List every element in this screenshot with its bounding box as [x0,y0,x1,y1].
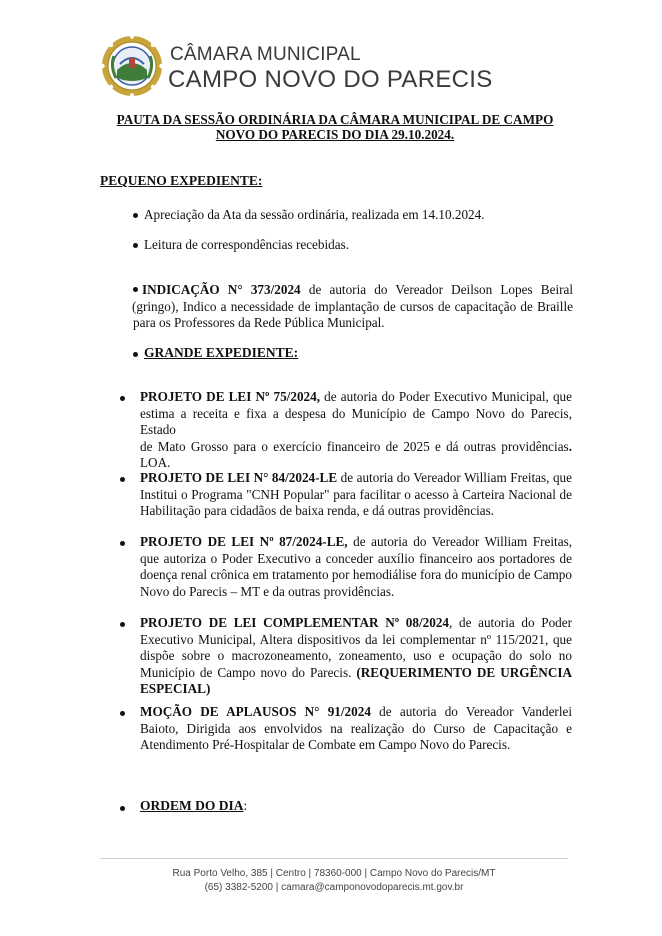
projeto-lei-complementar-08-line-3: dispõe sobre o macrozoneamento, zoneamento, uso e ocupação do solo no [140,648,572,663]
bullet-icon [120,396,125,401]
indicacao-number: INDICAÇÃO N° 373/2024 [142,282,301,297]
projeto-lei-84-line-3: Habilitação para cidadãos de baixa renda, e dá outras providências. [140,503,495,518]
urgency-request-label-end: ESPECIAL) [140,681,211,696]
indicacao-line-2: (gringo), Indico a necessidade de implantação de cursos de capacitação de Braille [132,298,573,314]
projeto-lei-87-line-3: doença renal crônica em tratamento por hemodiálise fora do município de Campo [140,567,572,582]
urgency-request-label: (REQUERIMENTO DE URGÊNCIA [356,664,573,680]
section-heading-grande-expediente: GRANDE EXPEDIENTE: [144,345,299,360]
section-ordem-do-dia [140,798,247,814]
mocao-aplausos-91 [140,704,572,754]
projeto-lei-75-line-2: estima a receita e fixa a despesa do Município de Campo Novo do Parecis, Estado [140,405,572,437]
projeto-lei-complementar-08-line-2: Executivo Municipal, Altera dispositivos da lei complementar nº 115/2021, que [140,631,572,647]
list-item-correspondencias: Leitura de correspondências recebidas. [144,237,350,252]
projeto-lei-75-number: PROJETO DE LEI Nº 75/2024, [140,389,321,404]
projeto-lei-87-line-4: Novo do Parecis – MT e da outras providências. [140,583,395,599]
projeto-lei-complementar-08-line-1: , de autoria do Poder [449,615,573,630]
projeto-lei-75 [140,389,572,472]
bullet-icon [120,477,125,482]
footer-contact: (65) 3382-5200 | camara@camponovodoparecis.mt.gov.br [204,882,464,893]
mocao-aplausos-91-number: MOÇÃO DE APLAUSOS N° 91/2024 [140,704,371,719]
mocao-aplausos-91-line-1: de autoria do Vereador Vanderlei [379,704,573,719]
section-heading-ordem-do-dia: ORDEM DO DIA [140,798,244,813]
bullet-icon [120,541,125,546]
document-title [100,112,570,142]
header-city-line: CAMPO NOVO DO PARECIS [168,66,493,93]
projeto-lei-84-number: PROJETO DE LEI N° 84/2024-LE [140,470,338,485]
projeto-lei-87-line-1: de autoria do Vereador William Freitas, [353,534,573,549]
bullet-icon [120,622,125,627]
indicacao-line-1: de autoria do Vereador Deilson Lopes Beiral [308,282,574,297]
header-institution-line: CÂMARA MUNICIPAL [170,44,361,65]
list-item-ata: Apreciação da Ata da sessão ordinária, realizada em 14.10.2024. [144,207,485,222]
bullet-icon [120,806,125,811]
indicacao-line-3: para os Professores da Rede Pública Municipal. [133,315,385,330]
projeto-lei-84-line-1: de autoria do Vereador William Freitas, que [340,470,573,485]
letterhead [100,30,520,100]
projeto-lei-complementar-08-number: PROJETO DE LEI COMPLEMENTAR Nº 08/2024 [140,615,450,630]
projeto-lei-84 [140,470,572,520]
title-line-2: NOVO DO PARECIS DO DIA 29.10.2024. [215,127,455,142]
projeto-lei-75-line-3: de Mato Grosso para o exercício financeiro de 2025 e dá outras providências [140,438,569,454]
bullet-icon [133,352,138,357]
projeto-lei-87-line-2: que autoriza o Poder Executivo a conceder auxílio financeiro aos portadores de [140,550,572,566]
indicacao-item [133,282,573,332]
projeto-lei-complementar-08 [140,615,572,698]
ordem-do-dia-colon: : [243,798,248,813]
footer-address: Rua Porto Velho, 385 | Centro | 78360-000 | Campo Novo do Parecis/MT [172,868,496,879]
municipal-seal-icon [100,34,164,98]
bullet-icon [133,243,138,248]
section-heading-pequeno-expediente: PEQUENO EXPEDIENTE: [100,173,263,188]
projeto-lei-87-number: PROJETO DE LEI Nº 87/2024-LE, [140,534,348,549]
bullet-icon [120,711,125,716]
mocao-aplausos-91-line-2: Baioto, Dirigida aos envolvidos na realização do Curso de Capacitação e [140,720,572,736]
projeto-lei-75-period: . [568,438,572,454]
projeto-lei-75-line-1: de autoria do Poder Executivo Municipal, que [324,389,572,404]
footer-divider [100,858,568,859]
title-line-1: PAUTA DA SESSÃO ORDINÁRIA DA CÂMARA MUNICIPAL DE CAMPO [116,112,554,127]
projeto-lei-84-line-2: Institui o Programa "CNH Popular" para facilitar o acesso à Carteira Nacional de [140,486,572,502]
bullet-icon [133,213,138,218]
projeto-lei-87 [140,534,572,600]
projeto-lei-complementar-08-line-4: Município de Campo novo do Parecis. [140,664,352,680]
mocao-aplausos-91-line-3: Atendimento Pré-Hospitalar de Combate em Campo Novo do Parecis. [140,737,511,752]
bullet-icon [133,287,138,292]
projeto-lei-75-line-4: LOA. [140,455,171,470]
